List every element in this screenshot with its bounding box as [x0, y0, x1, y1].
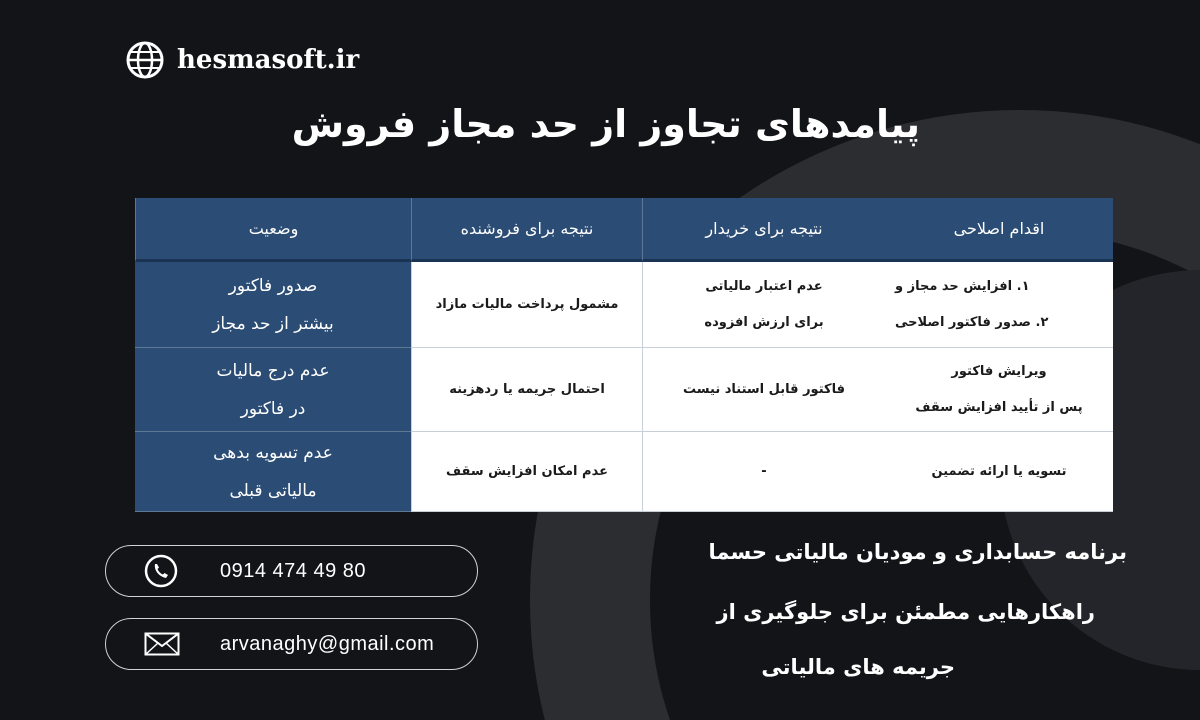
row-seller: احتمال جریمه یا ردهزینه: [411, 348, 642, 432]
globe-icon: [125, 40, 165, 80]
row-buyer: فاکتور قابل استناد نیست: [642, 348, 885, 432]
email-address: arvanaghy@gmail.com: [220, 632, 435, 655]
row-seller: مشمول پرداخت مالیات مازاد: [411, 262, 642, 348]
brand: [125, 40, 359, 80]
consequences-table: [135, 198, 1113, 512]
promo-line: راهکارهایی مطمئن برای جلوگیری از: [716, 600, 1095, 624]
phone-number: 0914 474 49 80: [220, 559, 367, 582]
row-buyer: -: [642, 432, 885, 512]
brand-text: hesmasoft.ir: [177, 45, 360, 75]
row-buyer: عدم اعتبار مالیاتی برای ارزش افزوده: [642, 262, 885, 348]
phone-contact[interactable]: [105, 545, 478, 597]
row-seller: عدم امکان افزایش سقف: [411, 432, 642, 512]
row-action: تسویه یا ارائه تضمین: [885, 432, 1113, 512]
mail-icon: [144, 632, 180, 656]
promo-line: برنامه حسابداری و مودیان مالیاتی حسما: [708, 540, 1127, 564]
row-status: صدور فاکتور بیشتر از حد مجاز: [135, 262, 411, 348]
header-buyer: نتیجه برای خریدار: [642, 198, 885, 262]
row-action: ویرایش فاکتور پس از تأیید افزایش سقف: [885, 348, 1113, 432]
row-status: عدم تسویه بدهی مالیاتی قبلی: [135, 432, 411, 512]
phone-icon: [144, 554, 178, 588]
page-title: پیامدهای تجاوز از حد مجاز فروش: [291, 102, 920, 146]
promo-line: جریمه های مالیاتی: [761, 655, 955, 679]
row-action: ۱. افزایش حد مجاز و ۲. صدور فاکتور اصلاحی: [885, 262, 1113, 348]
header-action: اقدام اصلاحی: [885, 198, 1113, 262]
email-contact[interactable]: [105, 618, 478, 670]
header-status: وضعیت: [135, 198, 411, 262]
row-status: عدم درج مالیات در فاکتور: [135, 348, 411, 432]
header-seller: نتیجه برای فروشنده: [411, 198, 642, 262]
